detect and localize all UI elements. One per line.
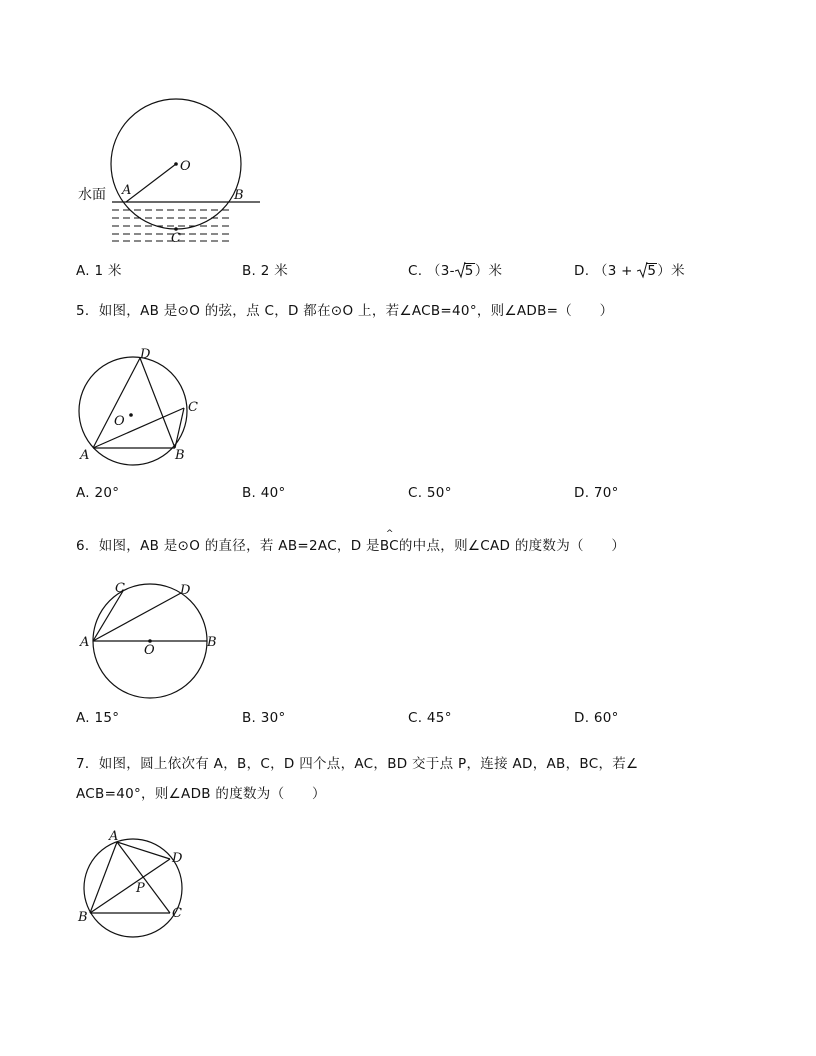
q6-stem-arc-mark: ^ [385, 529, 394, 539]
q6-option-d-text: 60° [593, 710, 619, 726]
q6-label-B: B [207, 635, 217, 650]
q6-stem-arc-bc [379, 529, 399, 556]
q5-label-C: C [188, 400, 198, 415]
q5-option-c[interactable] [408, 485, 452, 501]
q7-label-B: B [78, 910, 88, 925]
q4-option-c-letter: C. [408, 263, 423, 279]
q4-option-b-text: 2 米 [260, 263, 289, 279]
q4-option-a-letter: A. [76, 263, 90, 279]
q6-stem-pre: 6．如图，AB 是⊙O 的直径，若 AB=2AC，D 是 [76, 538, 380, 554]
q5-option-d[interactable] [574, 485, 619, 501]
q7-circle [84, 839, 182, 937]
q4-option-d[interactable] [574, 259, 685, 279]
q6-stem [76, 529, 626, 556]
q7-stem-line1: 7．如图，圆上依次有 A，B，C，D 四个点，AC，BD 交于点 P，连接 AD，AB，BC，若∠ [76, 756, 639, 772]
q7-label-P: P [136, 881, 145, 896]
q5-figure [0, 340, 240, 480]
q7-stem-line2: ACB=40°，则∠ADB 的度数为（ ） [76, 786, 326, 802]
q4-option-c[interactable] [408, 259, 502, 279]
q4-option-d-letter: D. [574, 263, 590, 279]
q4-option-a[interactable] [76, 259, 122, 279]
q5-option-d-letter: D. [574, 485, 590, 501]
q5-option-a[interactable] [76, 485, 119, 501]
q4-center-dot [174, 162, 178, 166]
q4-option-d-pre: （3 + [593, 263, 638, 279]
q7-figure [0, 822, 220, 952]
q4-option-c-sqrt [455, 263, 475, 279]
q5-option-c-letter: C. [408, 485, 423, 501]
q6-option-a[interactable] [76, 710, 119, 726]
q7-label-A: A [109, 829, 119, 844]
q5-center-dot [129, 413, 133, 417]
q7-label-C: C [172, 906, 182, 921]
q6-option-d[interactable] [574, 710, 619, 726]
q5-stem: 5．如图，AB 是⊙O 的弦，点 C，D 都在⊙O 上，若∠ACB=40°，则∠ADB=（ ） [76, 303, 614, 319]
q4-figure [0, 0, 300, 260]
q4-radius-OA [126, 164, 176, 202]
q6-option-c[interactable] [408, 710, 452, 726]
q4-label-C: C [171, 231, 181, 246]
q5-circle [79, 357, 187, 465]
q6-option-c-letter: C. [408, 710, 423, 726]
q6-figure [0, 570, 240, 700]
q6-option-b[interactable] [242, 710, 286, 726]
q5-label-O: O [114, 414, 125, 429]
q6-option-b-letter: B. [242, 710, 257, 726]
q4-label-O: O [180, 159, 191, 174]
q6-lines [93, 591, 207, 641]
q6-option-b-text: 30° [260, 710, 286, 726]
q5-option-d-text: 70° [593, 485, 619, 501]
q5-option-a-letter: A. [76, 485, 90, 501]
q4-option-d-radicand: 5 [647, 263, 657, 279]
q5-label-D: D [140, 347, 151, 362]
q4-label-water: 水面 [78, 187, 106, 203]
q4-label-B: B [234, 188, 244, 203]
q7-label-D: D [172, 851, 183, 866]
q6-option-a-text: 15° [94, 710, 120, 726]
q4-label-A: A [122, 183, 132, 198]
q5-option-b-text: 40° [260, 485, 286, 501]
q6-stem-arc-text: BC [379, 538, 399, 554]
q7-lines [90, 842, 170, 913]
q4-option-a-text: 1 米 [94, 263, 122, 279]
q4-option-c-post: ）米 [474, 263, 503, 279]
q5-option-a-text: 20° [94, 485, 120, 501]
q5-label-B: B [175, 448, 185, 463]
q6-option-d-letter: D. [574, 710, 590, 726]
q4-option-b-letter: B. [242, 263, 257, 279]
q6-stem-post: 的中点，则∠CAD 的度数为（ ） [398, 538, 626, 554]
q4-option-c-pre: （3- [426, 263, 455, 279]
q5-option-b-letter: B. [242, 485, 257, 501]
q6-label-O: O [144, 643, 155, 658]
q6-label-D: D [180, 583, 191, 598]
q6-option-c-text: 45° [426, 710, 452, 726]
q5-label-A: A [80, 448, 90, 463]
q6-label-A: A [80, 635, 90, 650]
q5-option-c-text: 50° [426, 485, 452, 501]
q5-option-b[interactable] [242, 485, 286, 501]
q4-option-c-radicand: 5 [464, 263, 474, 279]
q4-option-b[interactable] [242, 259, 288, 279]
q4-option-d-sqrt [637, 263, 657, 279]
q6-option-a-letter: A. [76, 710, 90, 726]
q4-option-d-post: ）米 [657, 263, 685, 279]
q6-label-C: C [115, 581, 125, 596]
